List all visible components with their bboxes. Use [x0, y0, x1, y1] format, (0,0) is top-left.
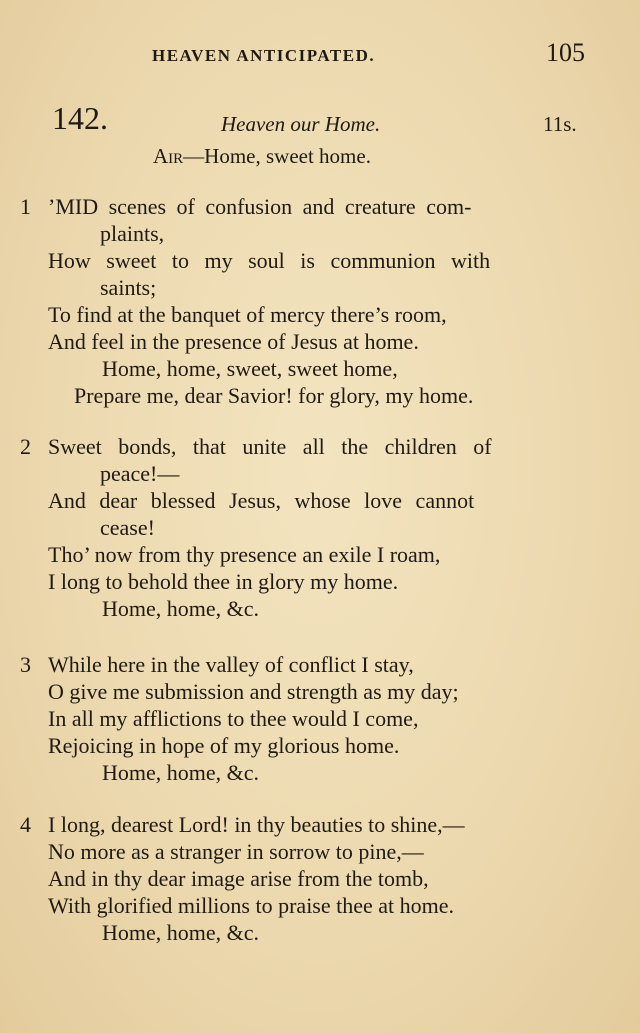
verse-number: 2: [20, 434, 31, 459]
verse-number: 3: [20, 652, 31, 677]
verse-line: saints;: [100, 275, 157, 300]
refrain-line: Home, home, &c.: [102, 920, 260, 945]
verse-number: 1: [20, 194, 31, 219]
hymn-title: Heaven our Home.: [221, 112, 381, 136]
refrain-line: Home, home, &c.: [102, 596, 260, 621]
page-header: [0, 36, 640, 72]
verse-line: Tho’ now from thy presence an exile I roam,: [48, 542, 441, 567]
verse-line: And in thy dear image arise from the tomb,: [48, 866, 429, 891]
verse-line: And feel in the presence of Jesus at home.: [48, 329, 419, 354]
verse-line: In all my afflictions to thee would I come,: [48, 706, 419, 731]
verse-line: Rejoicing in hope of my glorious home.: [48, 733, 400, 758]
verse-line: I long to behold thee in glory my home.: [48, 569, 399, 594]
air-line: [153, 144, 371, 169]
hymn-title-row: [0, 100, 640, 140]
verse-line: peace!—: [100, 461, 180, 486]
verse-line: Sweet bonds, that unite all the children of: [48, 434, 492, 459]
verse-line: ’MID scenes of confusion and creature com-: [48, 194, 472, 219]
running-head: HEAVEN ANTICIPATED.: [152, 46, 376, 65]
hymn-meter: 11s.: [543, 112, 577, 136]
refrain-line: Home, home, &c.: [102, 760, 260, 785]
verse-line: While here in the valley of conflict I stay,: [48, 652, 414, 677]
verse-line: I long, dearest Lord! in thy beauties to shine,—: [48, 812, 465, 837]
air-label: Air: [153, 144, 184, 168]
verse-line: O give me submission and strength as my day;: [48, 679, 459, 704]
page-number: 105: [546, 38, 585, 67]
hymn-number: 142.: [52, 100, 108, 136]
verse-line: No more as a stranger in sorrow to pine,—: [48, 839, 424, 864]
verse-line: How sweet to my soul is communion with: [48, 248, 491, 273]
verse-line: cease!: [100, 515, 155, 540]
air-tune: —Home, sweet home.: [183, 144, 371, 168]
verse-line: And dear blessed Jesus, whose love cannot: [48, 488, 475, 513]
verse-line: With glorified millions to praise thee at home.: [48, 893, 455, 918]
refrain-line: Prepare me, dear Savior! for glory, my home.: [74, 383, 474, 408]
verse-number: 4: [20, 812, 31, 837]
refrain-line: Home, home, sweet, sweet home,: [102, 356, 398, 381]
verse-line: To find at the banquet of mercy there’s room,: [48, 302, 447, 327]
verse-line: plaints,: [100, 221, 165, 246]
